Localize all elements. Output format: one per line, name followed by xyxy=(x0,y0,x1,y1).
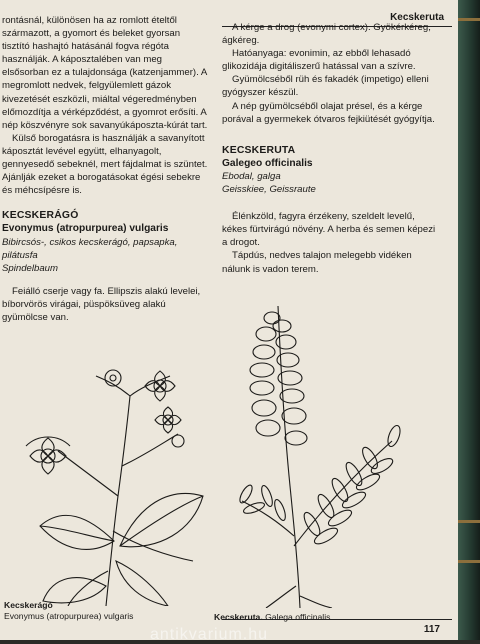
running-head: Kecskeruta xyxy=(390,12,444,23)
left-column xyxy=(2,14,208,324)
entry-alt-name: Geisskiee, Geissraute xyxy=(222,184,316,196)
caption-title: Kecskeruta. xyxy=(214,612,263,622)
right-column xyxy=(222,21,440,276)
goats-rue-drawing xyxy=(222,296,422,608)
paragraph: Hatóanyaga: evonimin, az ebből lehasadó glikozidája digitáliszerű hatással van a szívre. xyxy=(222,48,416,73)
watermark: antikvarium.hu xyxy=(150,626,269,643)
entry-alt-name: Bibircsós-, csikos kecskerágó, papsapka, xyxy=(2,236,178,248)
caption-title: Kecskerágó xyxy=(4,600,53,610)
entry-alt-name: Ebodal, galga xyxy=(222,170,281,182)
entry-latin-name: Evonymus (atropurpurea) vulgaris xyxy=(2,223,169,235)
page-number: 117 xyxy=(423,624,440,635)
paragraph: Feiálló cserje vagy fa. Ellipszis alakú levelei, bíborvörös virágai, püspöksüveg alakú gyümölcse van. xyxy=(2,285,201,323)
paragraph: Élénkzöld, fagyra érzékeny, szeldelt levelű, kékes fürtvirágú növény. A herba és semen képezi a drogot. xyxy=(222,211,436,249)
paragraph: Gyümölcséből rüh és fakadék (impetigo) elleni gyógyszer készül. xyxy=(222,74,429,99)
entry-alt-name: pilátusfa xyxy=(2,249,38,261)
paragraph: rontásnál, különösen ha az romlott ételtől származott, a gyomort és beleket gyorsan tisztító hashajtó hatásánál fogva régóta használják. A káposztalében van meg elsősorban ez a tulajdonsága (katzenjammer). A megromlott nedvek, felgyülemlett gázok kivezetését eszközli, miáltal végeredményben előmozdítja a vérképződést, a gyomrot erősíti. A nép köszvényre sok savanyúkáposzta-kúrát tart. xyxy=(2,15,208,131)
paragraph: A kérge a drog (evonymi cortex). Gyökérkéreg, ágkéreg. xyxy=(222,22,431,47)
footer-rule xyxy=(222,619,452,620)
caption-latin-name: Galega officinalis xyxy=(265,612,331,622)
paragraph: Külső borogatásra is használják a savanyított káposztát levével együtt, elhanyagolt, gennyesedő sebeknél, mert fájdalmat is szüntet. Ajánlják ezeket a borogatásokat égési sebekre és méhcsípésre is. xyxy=(2,132,208,197)
entry-latin-name: Galegeo officinalis xyxy=(222,157,313,169)
entry-alt-name: Spindelbaum xyxy=(2,262,59,274)
book-spine xyxy=(458,0,480,640)
paragraph: Tápdús, nedves talajon melegebb vidéken nálunk is vadon terem. xyxy=(222,250,412,275)
right-illustration-caption xyxy=(214,612,330,623)
caption-latin-name: Evonymus (atropurpurea) vulgaris xyxy=(4,611,134,621)
entry-title: KECSKERUTA xyxy=(222,144,296,156)
entry-title: KECSKERÁGÓ xyxy=(2,210,79,222)
spindle-tree-drawing xyxy=(18,356,218,606)
left-illustration-caption xyxy=(4,600,133,622)
paragraph: A nép gyümölcséből olajat présel, és a kérge porával a gyermekek ótvaros fejkiütését gyógyítja. xyxy=(222,100,435,125)
